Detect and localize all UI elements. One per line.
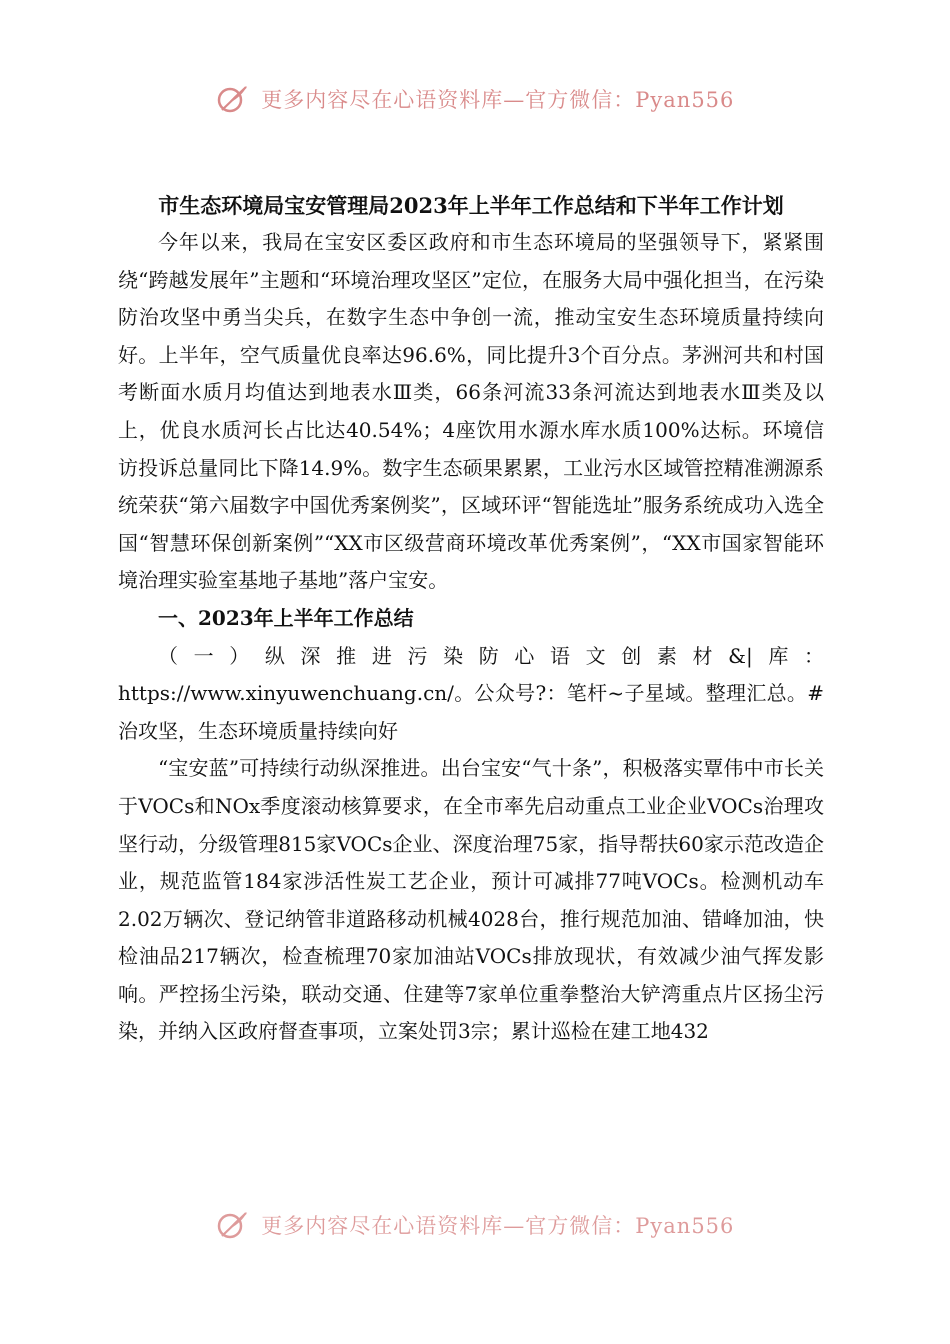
watermark-header bbox=[0, 84, 950, 114]
body-paragraph: “宝安蓝”可持续行动纵深推进。出台宝安“气十条”，积极落实覃伟中市长关于VOCs和NOx季度滚动核算要求，在全市率先启动重点工业企业VOCs治理攻坚行动，分级管理815家VOCs企业、深度治理75家，指导帮扶60家示范改造企业，规范监管184家涉活性炭工艺企业，预计可减排77吨VOCs。检测机动车2.02万辆次、登记纳管非道路移动机械4028台，推行规范加油、错峰加油，快检油品217辆次，检查梳理70家加油站VOCs排放现状，有效减少油气挥发影响。严控扬尘污染，联动交通、住建等7家单位重拳整治大铲湾重点片区扬尘污染，并纳入区政府督查事项，立案处罚3宗；累计巡检在建工地432 bbox=[118, 756, 824, 1044]
document-body bbox=[118, 188, 824, 1051]
feather-logo-icon bbox=[216, 1210, 250, 1240]
document-title: 市生态环境局宝安管理局2023年上半年工作总结和下半年工作计划 bbox=[158, 193, 784, 218]
watermark-footer bbox=[0, 1210, 950, 1240]
subsection-heading: （一）纵深推进污染防心语文创素材&|库：https://www.xinyuwenchuang.cn/。公众号?：笔杆~子星域。整理汇总。#治攻坚，生态环境质量持续向好 bbox=[118, 643, 824, 743]
intro-paragraph: 今年以来，我局在宝安区委区政府和市生态环境局的坚强领导下，紧紧围绕“跨越发展年”主题和“环境治理攻坚区”定位，在服务大局中强化担当，在污染防治攻坚中勇当尖兵，在数字生态中争创一流，推动宝安生态环境质量持续向好。上半年，空气质量优良率达96.6%，同比提升3个百分点。茅洲河共和村国考断面水质月均值达到地表水Ⅲ类，66条河流33条河流达到地表水Ⅲ类及以上，优良水质河长占比达40.54%；4座饮用水源水库水质100%达标。环境信访投诉总量同比下降14.9%。数字生态硕果累累，工业污水区域管控精准溯源系统荣获“第六届数字中国优秀案例奖”，区域环评“智能选址”服务系统成功入选全国“智慧环保创新案例”“XX市区级营商环境改革优秀案例”，“XX市国家智能环境治理实验室基地子基地”落户宝安。 bbox=[118, 230, 824, 593]
section-heading: 一、2023年上半年工作总结 bbox=[158, 605, 414, 630]
watermark-text: 更多内容尽在心语资料库—官方微信：Pyan556 bbox=[261, 1214, 735, 1238]
watermark-text: 更多内容尽在心语资料库—官方微信：Pyan556 bbox=[261, 88, 735, 112]
feather-logo-icon bbox=[216, 84, 250, 114]
